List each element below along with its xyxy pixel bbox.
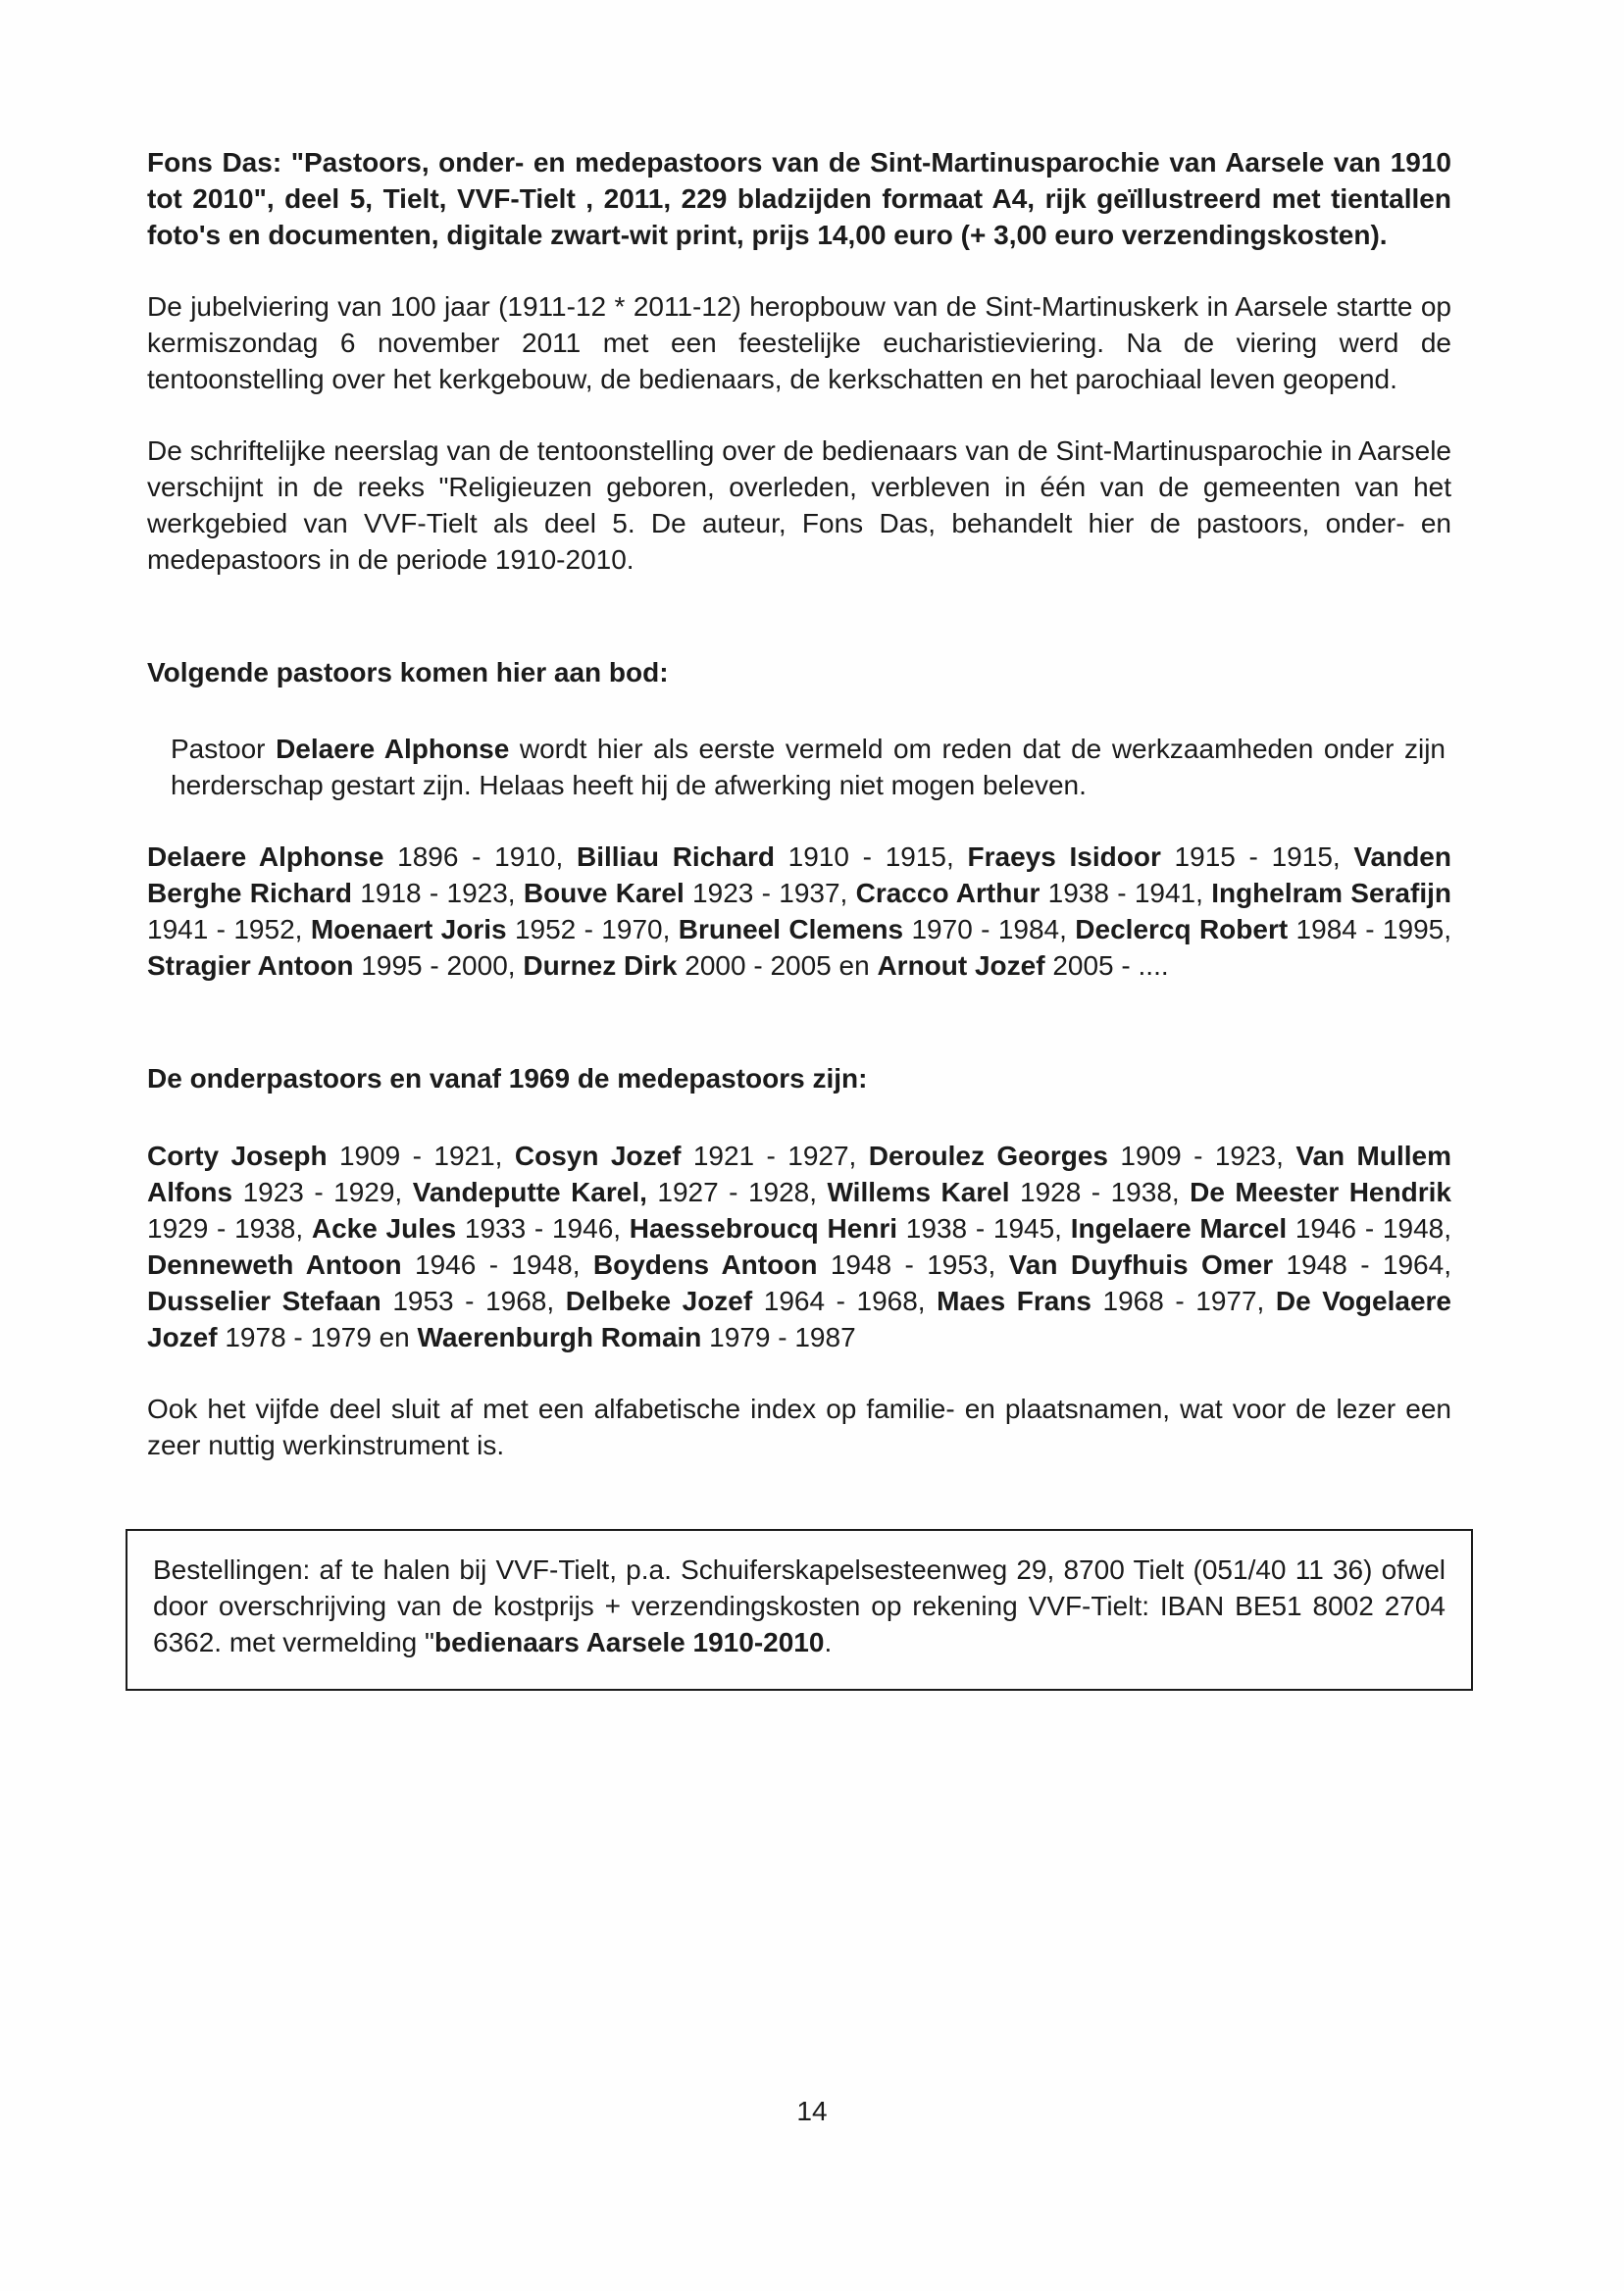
heading-onderpastoors: De onderpastoors en vanaf 1969 de medepastoors zijn: <box>147 1063 868 1095</box>
paragraph-jubilee-celebration: De jubelviering van 100 jaar (1911-12 * 2011-12) heropbouw van de Sint-Martinuskerk in Aarsele startte op kermiszondag 6 november 2011 met een feestelijke eucharistieviering. Na de viering werd de tentoonstelling over het kerkgebouw, de bedienaars, de kerkschatten en het parochiaal leven geopend. <box>147 290 1451 394</box>
page-number: 14 <box>796 2096 828 2126</box>
order-info-text: Bestellingen: af te halen bij VVF-Tielt, p.a. Schuiferskapelsesteenweg 29, 8700 Tielt (051/40 11 36) ofwel door overschrijving van de kostprijs + verzendingskosten op rekening VVF-Tielt: IBAN BE51 8002 2704 6362. met vermelding "bedienaars Aarsele 1910-2010. <box>153 1553 1446 1657</box>
book-citation: Fons Das: "Pastoors, onder- en medepastoors van de Sint-Martinusparochie van Aarsele van 1910 tot 2010", deel 5, Tielt, VVF-Tielt , 2011, 229 bladzijden formaat A4, rijk geïllustreerd met tientallen foto's en documenten, digitale zwart-wit print, prijs 14,00 euro (+ 3,00 euro verzendingskosten). <box>147 147 1451 250</box>
onderpastoors-list: Corty Joseph 1909 - 1921, Cosyn Jozef 1921 - 1927, Deroulez Georges 1909 - 1923, Van Mullem Alfons 1923 - 1929, Vandeputte Karel, 1927 - 1928, Willems Karel 1928 - 1938, De Meester Hendrik 1929 - 1938, Acke Jules 1933 - 1946, Haessebroucq Henri 1938 - 1945, Ingelaere Marcel 1946 - 1948, Denneweth Antoon 1946 - 1948, Boydens Antoon 1948 - 1953, Van Duyfhuis Omer 1948 - 1964, Dusselier Stefaan 1953 - 1968, Delbeke Jozef 1964 - 1968, Maes Frans 1968 - 1977, De Vogelaere Jozef 1978 - 1979 en Waerenburgh Romain 1979 - 1987 <box>147 1141 1451 1352</box>
heading-pastoors: Volgende pastoors komen hier aan bod: <box>147 656 669 687</box>
paragraph-index-note: Ook het vijfde deel sluit af met een alfabetische index op familie- en plaatsnamen, wat voor de lezer een zeer nuttig werkinstrument is. <box>147 1393 1451 1460</box>
paragraph-delaere-intro: Pastoor Delaere Alphonse wordt hier als eerste vermeld om reden dat de werkzaamheden onder zijn herderschap gestart zijn. Helaas heeft hij de afwerking niet mogen beleven. <box>171 734 1446 801</box>
paragraph-exhibition-record: De schriftelijke neerslag van de tentoonstelling over de bedienaars van de Sint-Martinusparochie in Aarsele verschijnt in de reeks "Religieuzen geboren, overleden, verbleven in één van de gemeenten van het werkgebied van VVF-Tielt als deel 5. De auteur, Fons Das, behandelt hier de pastoors, onder- en medepastoors in de periode 1910-2010. <box>147 434 1451 575</box>
pastoors-list: Delaere Alphonse 1896 - 1910, Billiau Richard 1910 - 1915, Fraeys Isidoor 1915 - 1915, Vanden Berghe Richard 1918 - 1923, Bouve Karel 1923 - 1937, Cracco Arthur 1938 - 1941, Inghelram Serafijn 1941 - 1952, Moenaert Joris 1952 - 1970, Bruneel Clemens 1970 - 1984, Declercq Robert 1984 - 1995, Stragier Antoon 1995 - 2000, Durnez Dirk 2000 - 2005 en Arnout Jozef 2005 - .... <box>147 841 1451 982</box>
order-info-box <box>126 1529 1473 1691</box>
